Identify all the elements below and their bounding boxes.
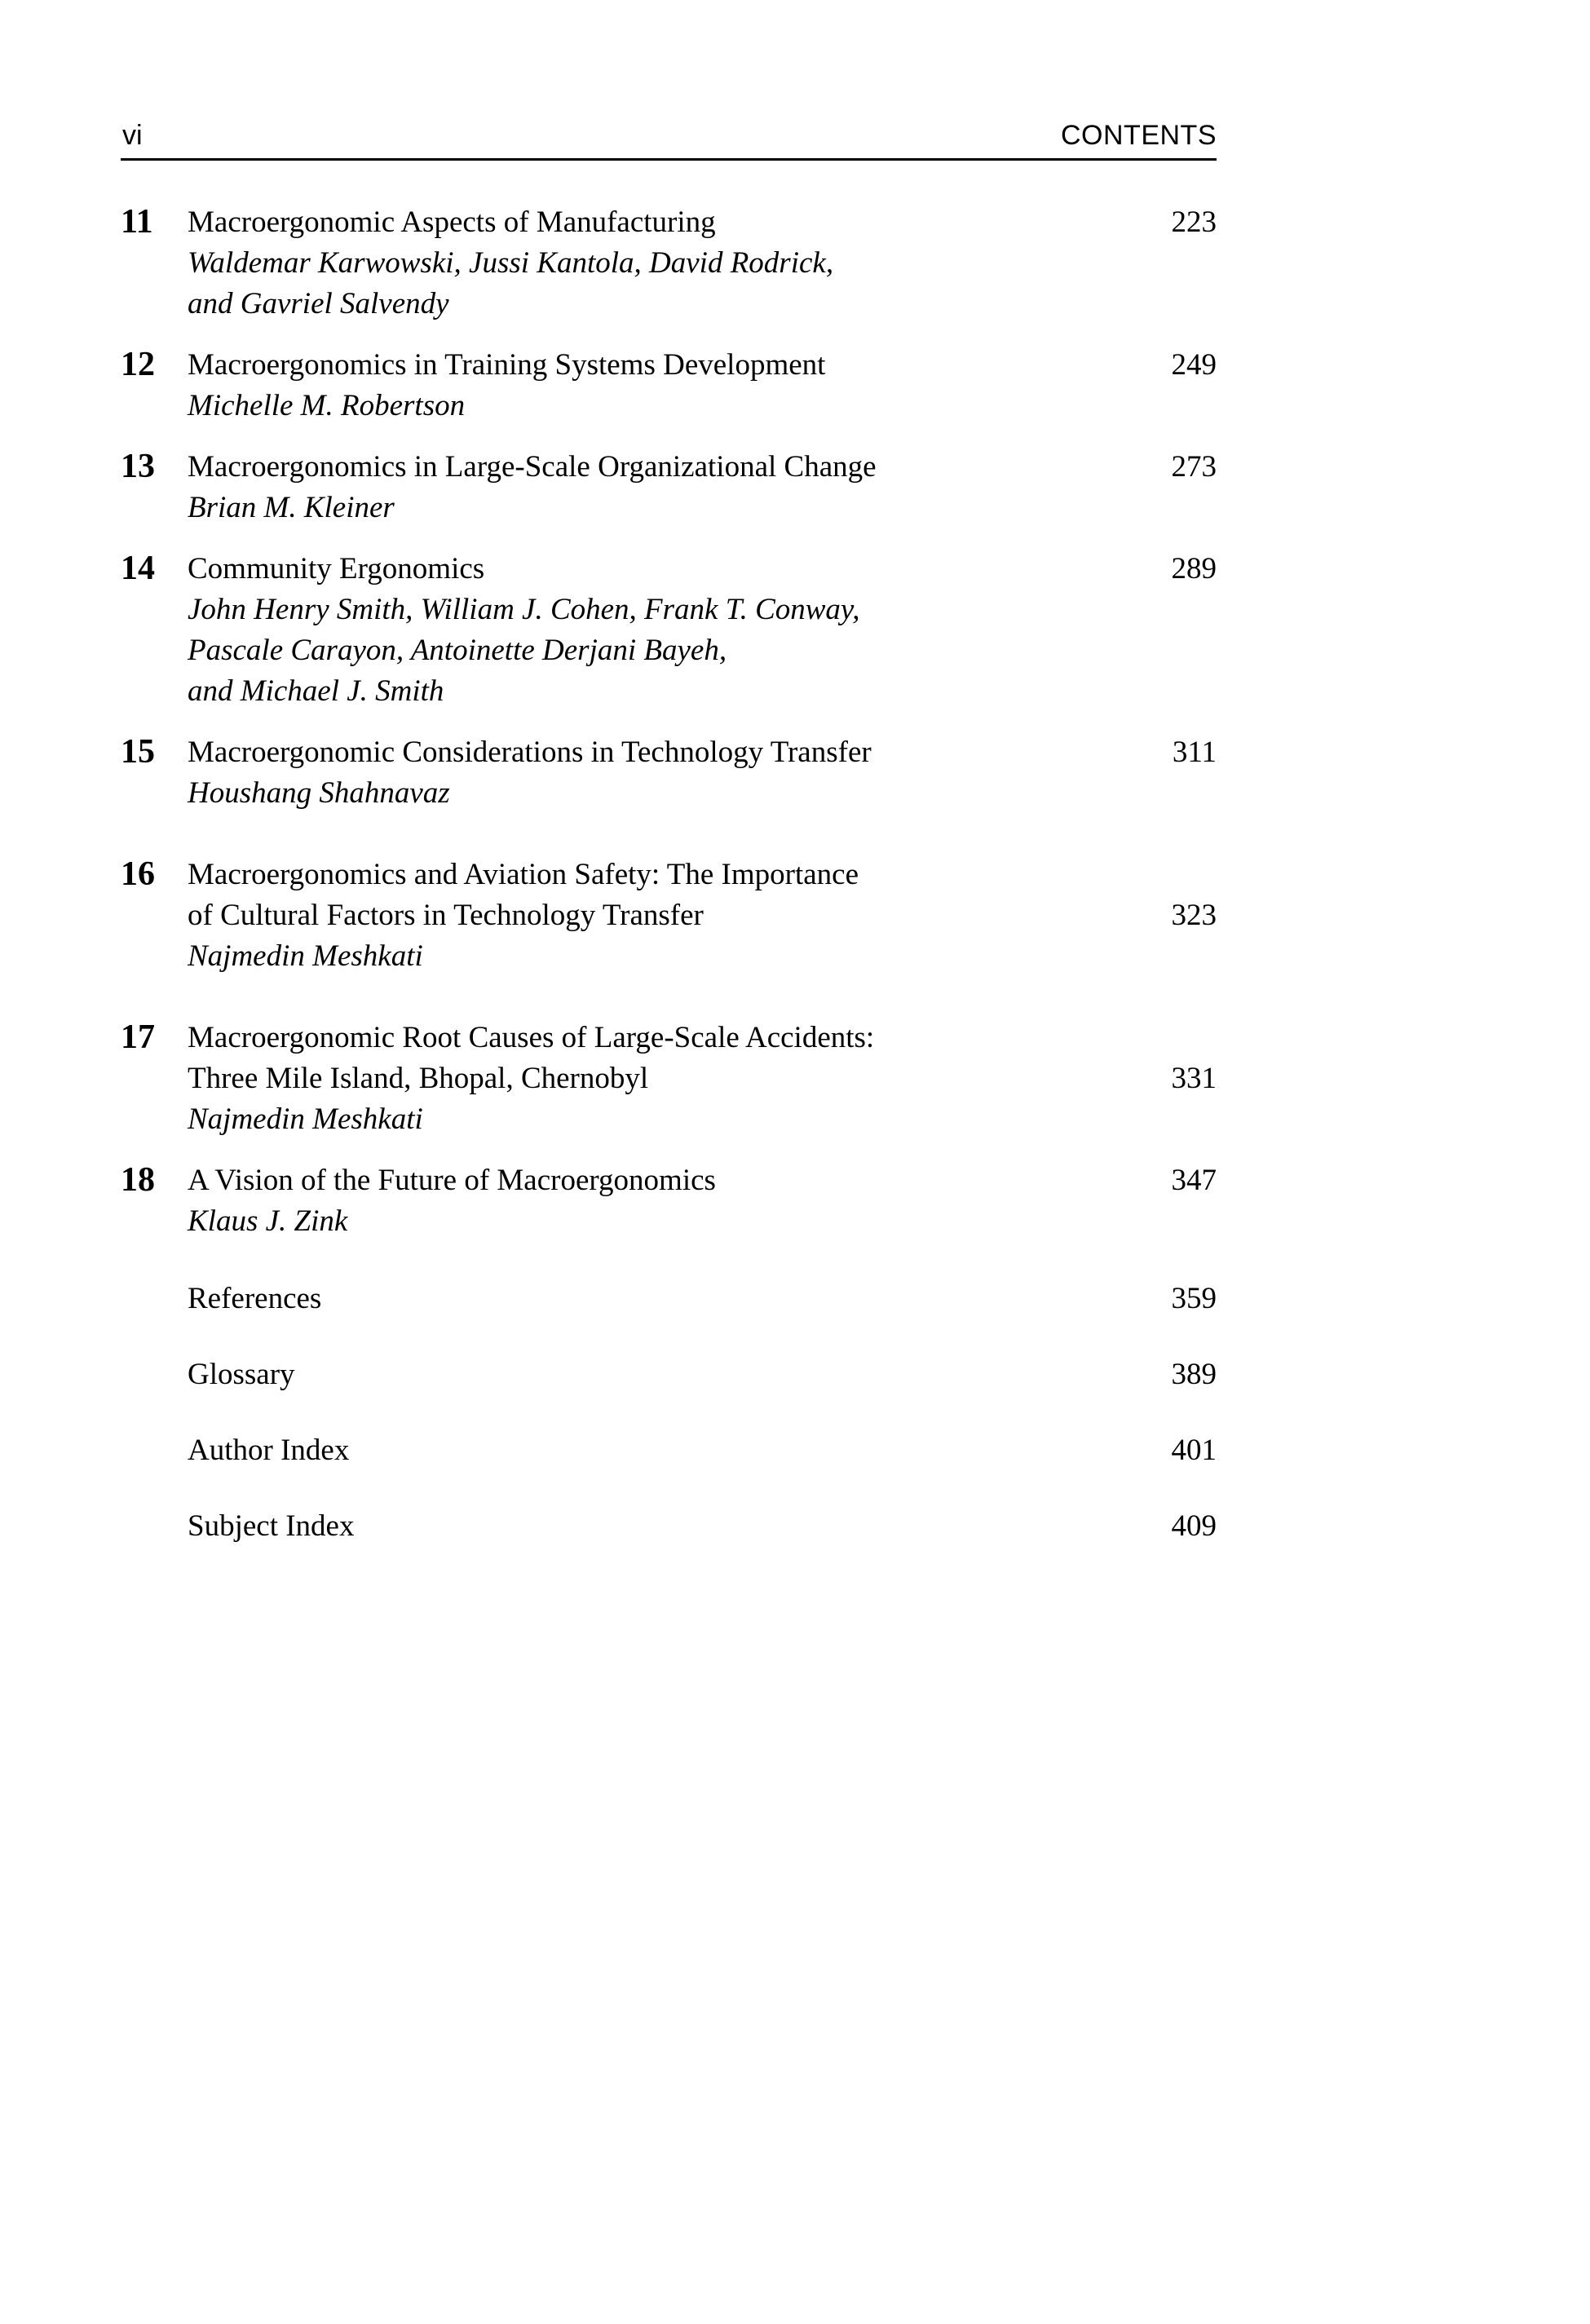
chapter-authors: Houshang Shahnavaz [188, 776, 450, 810]
page-number: 409 [1171, 1509, 1217, 1543]
chapter-authors: John Henry Smith, William J. Cohen, Frank T. Conway, [188, 593, 860, 626]
page-number: 273 [1171, 450, 1217, 484]
back-matter-title: Subject Index [188, 1509, 355, 1543]
page-number: 223 [1171, 205, 1217, 239]
entry-body [188, 1430, 1084, 1471]
chapter-authors: and Gavriel Salvendy [188, 287, 449, 320]
back-matter-title: Glossary [188, 1358, 295, 1391]
chapter-authors: Najmedin Meshkati [188, 939, 423, 973]
page-number: 347 [1171, 1164, 1217, 1197]
page-number: 389 [1171, 1358, 1217, 1391]
chapter-title: Macroergonomics in Large-Scale Organizational Change [188, 450, 877, 484]
chapter-authors: Pascale Carayon, Antoinette Derjani Bayeh, [188, 634, 727, 667]
chapter-title: A Vision of the Future of Macroergonomics [188, 1164, 716, 1197]
entry-body [188, 1279, 1084, 1319]
page-folio: vi [122, 120, 143, 151]
page-number: 249 [1171, 348, 1217, 382]
page-number: 311 [1172, 736, 1217, 769]
chapter-title: Macroergonomic Considerations in Technology Transfer [188, 736, 872, 769]
chapter-title: Macroergonomics and Aviation Safety: The Importance [188, 858, 859, 891]
running-header [121, 109, 1217, 161]
chapter-title: of Cultural Factors in Technology Transfer [188, 899, 704, 932]
back-matter-title: References [188, 1282, 322, 1315]
page-number: 401 [1171, 1434, 1217, 1467]
back-matter-title: Author Index [188, 1434, 350, 1467]
chapter-title: Three Mile Island, Bhopal, Chernobyl [188, 1062, 649, 1095]
chapter-authors: Brian M. Kleiner [188, 491, 395, 524]
chapter-title: Community Ergonomics [188, 552, 485, 585]
entry-body [188, 447, 1084, 528]
chapter-title: Macroergonomic Aspects of Manufacturing [188, 205, 716, 239]
page-number: 331 [1171, 1062, 1217, 1095]
entry-body [188, 202, 1084, 325]
chapter-title: Macroergonomics in Training Systems Development [188, 348, 826, 382]
chapter-authors: Michelle M. Robertson [188, 389, 466, 422]
entry-body [188, 1354, 1084, 1395]
entry-body [188, 1506, 1084, 1547]
chapter-authors: Najmedin Meshkati [188, 1102, 423, 1136]
chapter-number: 12 [121, 346, 155, 383]
chapter-authors: Waldemar Karwowski, Jussi Kantola, David Rodrick, [188, 246, 834, 280]
page-number: 359 [1171, 1282, 1217, 1315]
chapter-number: 15 [121, 733, 155, 771]
chapter-number: 16 [121, 855, 155, 893]
page-number: 323 [1171, 899, 1217, 932]
entry-body [188, 732, 1084, 814]
chapter-number: 17 [121, 1018, 155, 1056]
chapter-authors: Klaus J. Zink [188, 1204, 348, 1238]
entry-body [188, 1018, 1084, 1140]
chapter-number: 13 [121, 448, 155, 485]
entry-body [188, 855, 1084, 977]
chapter-title: Macroergonomic Root Causes of Large-Scale Accidents: [188, 1021, 875, 1054]
entry-body [188, 345, 1084, 426]
chapter-authors: and Michael J. Smith [188, 674, 444, 708]
chapter-number: 11 [121, 203, 153, 241]
chapter-number: 14 [121, 550, 155, 587]
page-number: 289 [1171, 552, 1217, 585]
entry-body [188, 1160, 1084, 1242]
chapter-number: 18 [121, 1161, 155, 1199]
entry-body [188, 549, 1084, 712]
running-title: CONTENTS [1061, 120, 1217, 151]
